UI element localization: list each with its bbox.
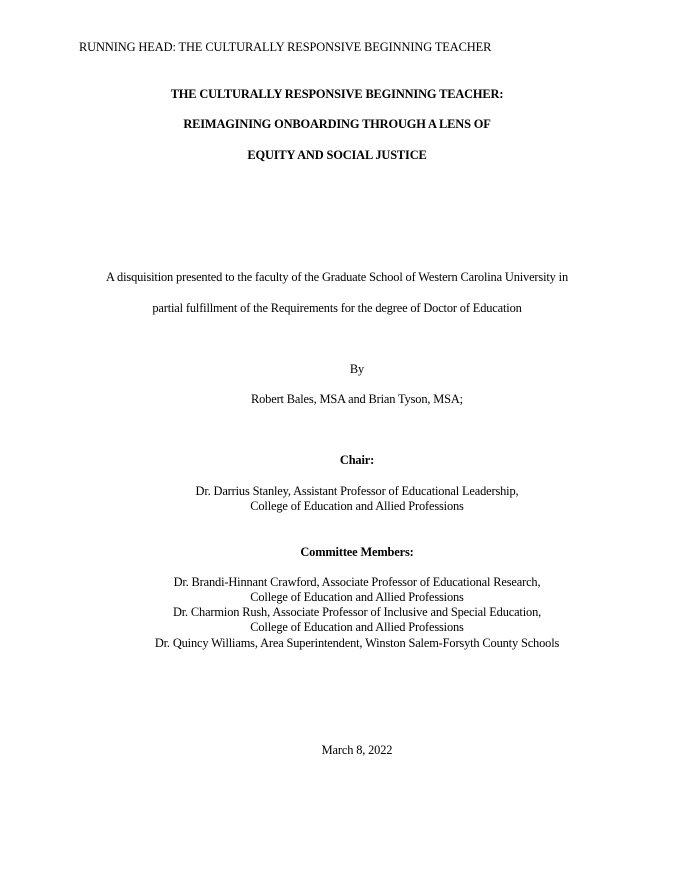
statement-line-1: A disquisition presented to the faculty of the Graduate School of Western Carolina University in [106, 270, 568, 284]
committee-heading: Committee Members: [300, 545, 414, 559]
committee-line: Dr. Brandi-Hinnant Crawford, Associate Professor of Educational Research, [173, 575, 541, 589]
date: March 8, 2022 [321, 743, 393, 757]
authors: Robert Bales, MSA and Brian Tyson, MSA; [251, 392, 463, 406]
committee-line: Dr. Quincy Williams, Area Superintendent, Winston Salem-Forsyth County Schools [154, 636, 560, 650]
title-line-3: EQUITY AND SOCIAL JUSTICE [247, 148, 427, 162]
chair-heading: Chair: [339, 453, 375, 467]
statement-line-2: partial fulfillment of the Requirements for the degree of Doctor of Education [152, 301, 522, 315]
by-label: By [349, 362, 365, 376]
committee-line: Dr. Charmion Rush, Associate Professor of Inclusive and Special Education, [172, 605, 542, 619]
title-line-2: REIMAGINING ONBOARDING THROUGH A LENS OF [183, 117, 491, 131]
chair-line-2: College of Education and Allied Professions [250, 499, 464, 513]
title-line-1: THE CULTURALLY RESPONSIVE BEGINNING TEACHER: [170, 87, 504, 101]
chair-line-1: Dr. Darrius Stanley, Assistant Professor of Educational Leadership, [195, 484, 519, 498]
running-head: RUNNING HEAD: THE CULTURALLY RESPONSIVE BEGINNING TEACHER [79, 40, 492, 54]
committee-line: College of Education and Allied Professions [250, 620, 464, 634]
committee-line: College of Education and Allied Professions [250, 590, 464, 604]
